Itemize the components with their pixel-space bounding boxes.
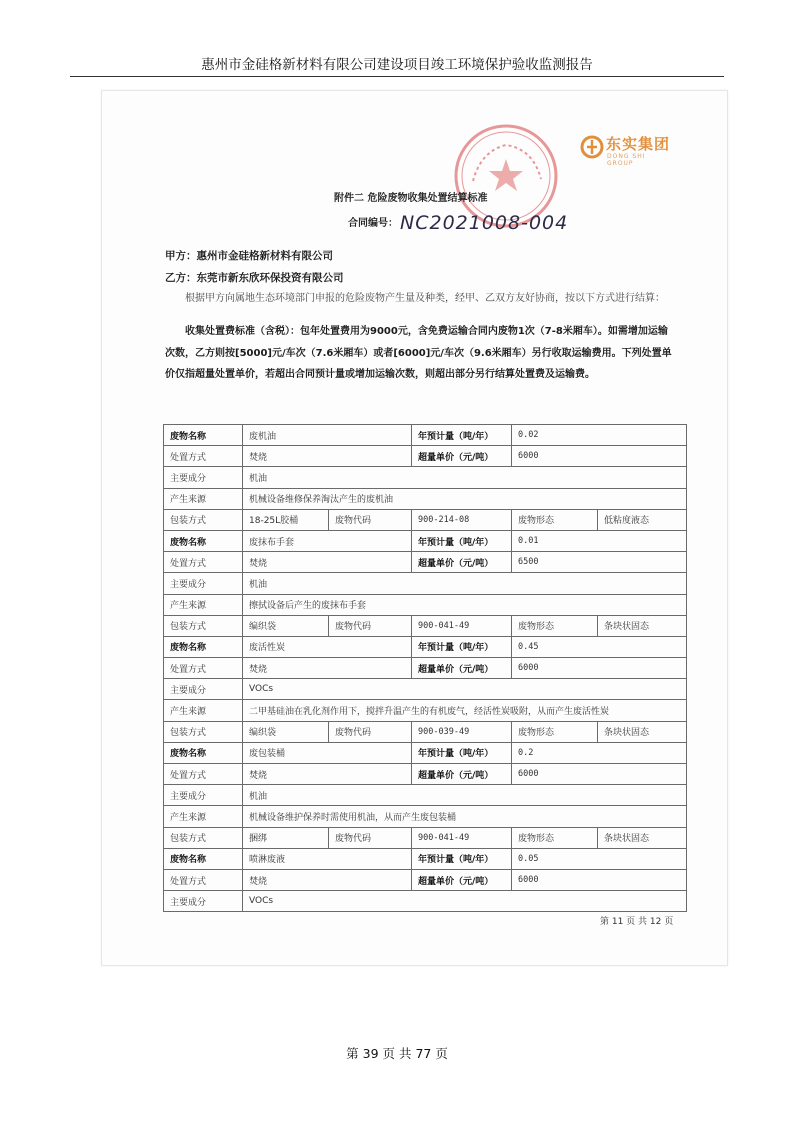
label-cell: 废物名称: [164, 848, 243, 869]
table-row: [164, 742, 687, 763]
label-cell: 处置方式: [164, 552, 243, 573]
label-cell: 废物名称: [164, 636, 243, 657]
label-cell: 废物形态: [512, 615, 598, 636]
label-cell: 主要成分: [164, 785, 243, 806]
label-cell: 超量单价（元/吨）: [412, 764, 512, 785]
label-cell: 废物代码: [329, 615, 412, 636]
label-cell: 超量单价（元/吨）: [412, 552, 512, 573]
value-cell: 废包装桶: [243, 742, 412, 763]
logo-subtext: DONG SHI GROUP: [607, 153, 646, 167]
value-cell: 0.45: [512, 636, 687, 657]
table-row: [164, 869, 687, 890]
fee-standard-paragraph: 收集处置费标准（含税）：包年处置费用为9000元，含免费运输合同内废物1次（7-8米厢车）。如需增加运输次数，乙方则按[5000]元/车次（7.6米厢车）或者[6000]元/车次（9.6米厢车）另行收取运输费用。下列处置单价仅指超量处置单价，若超出合同预计量或增加运输次数，则超出部分另行结算处置费及运输费。: [165, 326, 672, 380]
label-cell: 年预计量（吨/年）: [412, 636, 512, 657]
label-cell: 产生来源: [164, 488, 243, 509]
value-cell: 0.02: [512, 425, 687, 446]
value-cell: 低粘度液态: [598, 509, 687, 530]
value-cell: 6000: [512, 764, 687, 785]
value-cell: 900-041-49: [412, 827, 512, 848]
value-cell: 焚烧: [243, 869, 412, 890]
company-logo: [580, 133, 672, 167]
label-cell: 处置方式: [164, 658, 243, 679]
value-cell: VOCs: [243, 679, 687, 700]
value-cell: VOCs: [243, 891, 687, 912]
value-cell: 焚烧: [243, 764, 412, 785]
label-cell: 超量单价（元/吨）: [412, 869, 512, 890]
label-cell: 主要成分: [164, 891, 243, 912]
attachment-page-number: 第 11 页 共 12 页: [600, 917, 674, 927]
value-cell: 900-041-49: [412, 615, 512, 636]
table-row: [164, 891, 687, 912]
logo-text: 东实集团: [606, 135, 671, 153]
value-cell: 焚烧: [243, 658, 412, 679]
table-row: [164, 806, 687, 827]
label-cell: 废物形态: [512, 509, 598, 530]
value-cell: 条块状固态: [598, 615, 687, 636]
table-row: [164, 764, 687, 785]
value-cell: 条块状固态: [598, 827, 687, 848]
contract-number-line: [348, 209, 569, 234]
label-cell: 年预计量（吨/年）: [412, 848, 512, 869]
value-cell: 机油: [243, 785, 687, 806]
label-cell: 产生来源: [164, 594, 243, 615]
table-row: [164, 785, 687, 806]
label-cell: 处置方式: [164, 764, 243, 785]
label-cell: 产生来源: [164, 700, 243, 721]
label-cell: 超量单价（元/吨）: [412, 446, 512, 467]
label-cell: 包装方式: [164, 721, 243, 742]
value-cell: 焚烧: [243, 446, 412, 467]
table-row: [164, 467, 687, 488]
page-footer-number: 第 39 页 共 77 页: [346, 1046, 448, 1061]
value-cell: 0.2: [512, 742, 687, 763]
label-cell: 处置方式: [164, 446, 243, 467]
value-cell: 6000: [512, 658, 687, 679]
report-header-title: 惠州市金硅格新材料有限公司建设项目竣工环境保护验收监测报告: [201, 57, 593, 73]
table-row: [164, 552, 687, 573]
label-cell: 包装方式: [164, 509, 243, 530]
table-row: [164, 636, 687, 657]
label-cell: 废物名称: [164, 425, 243, 446]
value-cell: 机械设备维修保养淘汰产生的废机油: [243, 488, 687, 509]
table-row: [164, 658, 687, 679]
party-a: 甲方：惠州市金硅格新材料有限公司: [165, 250, 333, 262]
label-cell: 年预计量（吨/年）: [412, 425, 512, 446]
table-row: [164, 530, 687, 551]
table-row: [164, 509, 687, 530]
label-cell: 废物名称: [164, 742, 243, 763]
value-cell: 900-214-08: [412, 509, 512, 530]
value-cell: 机油: [243, 467, 687, 488]
label-cell: 主要成分: [164, 573, 243, 594]
label-cell: 处置方式: [164, 869, 243, 890]
table-row: [164, 700, 687, 721]
value-cell: 0.01: [512, 530, 687, 551]
value-cell: 编织袋: [243, 721, 329, 742]
value-cell: 6000: [512, 446, 687, 467]
label-cell: 主要成分: [164, 467, 243, 488]
label-cell: 年预计量（吨/年）: [412, 742, 512, 763]
label-cell: 包装方式: [164, 615, 243, 636]
label-cell: 废物形态: [512, 721, 598, 742]
table-row: [164, 827, 687, 848]
header-divider: [70, 76, 724, 77]
label-cell: 废物名称: [164, 530, 243, 551]
label-cell: 包装方式: [164, 827, 243, 848]
table-row: [164, 573, 687, 594]
label-cell: 废物代码: [329, 827, 412, 848]
table-row: [164, 425, 687, 446]
value-cell: 焚烧: [243, 552, 412, 573]
contract-label: 合同编号：: [348, 218, 398, 229]
value-cell: 900-039-49: [412, 721, 512, 742]
value-cell: 擦拭设备后产生的废抹布手套: [243, 594, 687, 615]
table-row: [164, 615, 687, 636]
value-cell: 废活性炭: [243, 636, 412, 657]
table-row: [164, 488, 687, 509]
value-cell: 0.05: [512, 848, 687, 869]
contract-number-handwritten: NC2021008-004: [400, 212, 569, 234]
label-cell: 产生来源: [164, 806, 243, 827]
label-cell: 年预计量（吨/年）: [412, 530, 512, 551]
attachment-title: 附件二 危险废物收集处置结算标准: [334, 193, 488, 204]
value-cell: 6500: [512, 552, 687, 573]
table-row: [164, 446, 687, 467]
label-cell: 超量单价（元/吨）: [412, 658, 512, 679]
logo-mark-icon: [580, 135, 604, 159]
label-cell: 废物代码: [329, 509, 412, 530]
value-cell: 机油: [243, 573, 687, 594]
value-cell: 捆绑: [243, 827, 329, 848]
party-b: 乙方：东莞市新东欣环保投资有限公司: [165, 272, 344, 284]
table-row: [164, 679, 687, 700]
label-cell: 主要成分: [164, 679, 243, 700]
table-row: [164, 721, 687, 742]
scanned-attachment-page: [101, 90, 728, 966]
value-cell: 喷淋废液: [243, 848, 412, 869]
value-cell: 二甲基硅油在乳化剂作用下，搅拌升温产生的有机废气，经活性炭吸附，从而产生废活性炭: [243, 700, 687, 721]
table-row: [164, 848, 687, 869]
value-cell: 18-25L胶桶: [243, 509, 329, 530]
value-cell: 机械设备维护保养时需使用机油，从而产生废包装桶: [243, 806, 687, 827]
value-cell: 6000: [512, 869, 687, 890]
value-cell: 编织袋: [243, 615, 329, 636]
label-cell: 废物形态: [512, 827, 598, 848]
value-cell: 废抹布手套: [243, 530, 412, 551]
label-cell: 废物代码: [329, 721, 412, 742]
intro-paragraph: 根据甲方向属地生态环境部门申报的危险废物产生量及种类，经甲、乙双方友好协商，按以下方式进行结算：: [185, 293, 665, 304]
value-cell: 废机油: [243, 425, 412, 446]
waste-table: [163, 424, 687, 912]
table-row: [164, 594, 687, 615]
value-cell: 条块状固态: [598, 721, 687, 742]
